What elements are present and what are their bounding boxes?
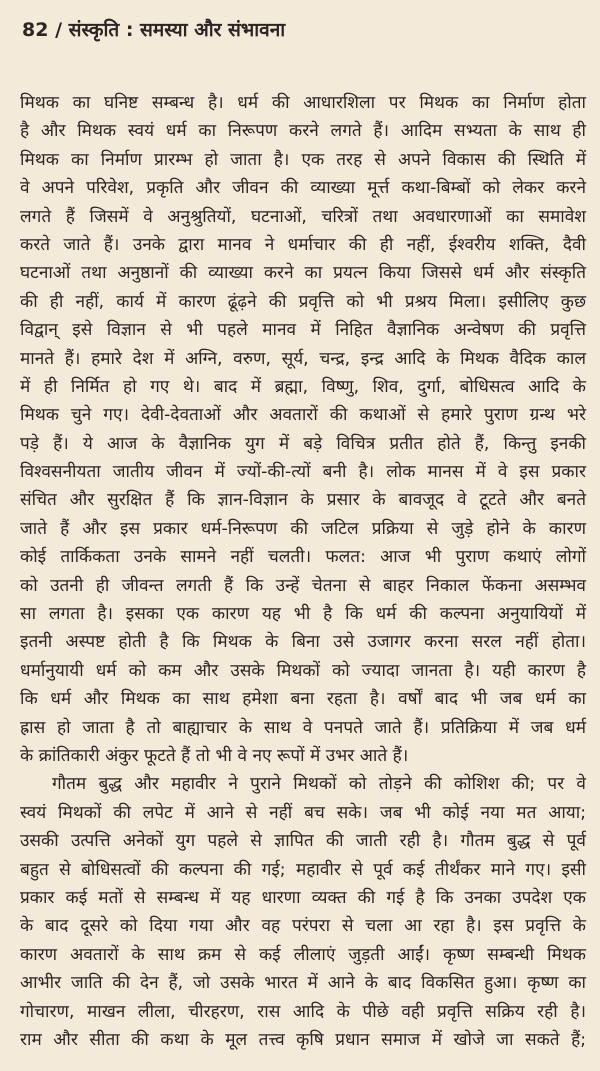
text-line: घटनाओं तथा अनुष्ठानों की व्याख्या करने का प्रयत्न किया जिससे धर्म और संस्कृति	[20, 263, 586, 284]
text-line: कि धर्म और मिथक का साथ हमेशा बना रहता है। वर्षों बाद भी जब धर्म का	[20, 689, 586, 710]
text-line: कारण अवतारों के साथ क्रम से कई लीलाएं जुड़ती आईं। कृष्ण सम्बन्धी मिथक	[20, 944, 586, 965]
text-line: के बाद दूसरे को दिया गया और वह परंपरा से चला आ रहा है। इस प्रवृत्ति के	[20, 916, 586, 937]
text-line: की ही नहीं, कार्य में कारण ढूंढ़ने की प्रवृत्ति को भी प्रश्रय मिला। इसीलिए कुछ	[20, 291, 586, 312]
paragraph	[20, 89, 586, 770]
text-line: ह्रास हो जाता है तो बाह्याचार के साथ वे पनपते जाते हैं। प्रतिक्रिया में जब धर्म	[20, 717, 586, 738]
page-body	[20, 89, 586, 1054]
text-line: लगते हैं जिसमें वे अनुश्रुतियों, घटनाओं, चरित्रों तथा अवधारणाओं का समावेश	[20, 206, 586, 227]
text-line: प्रकार कई मतों से सम्बन्ध में यह धारणा व्यक्त की गई है कि उनका उपदेश एक	[20, 887, 586, 908]
text-line: को उतनी ही जीवन्त लगती हैं कि उन्हें चेतना से बाहर निकाल फेंकना असम्भव	[20, 575, 586, 596]
text-line: मानते हैं। हमारे देश में अग्नि, वरुण, सूर्य, चन्द्र, इन्द्र आदि के मिथक वैदिक काल	[20, 348, 586, 369]
text-line: विद्वान् इसे विज्ञान से भी पहले मानव में निहित वैज्ञानिक अन्वेषण की प्रवृत्ति	[20, 320, 586, 341]
text-line: में ही निर्मित हो गए थे। बाद में ब्रह्मा, विष्णु, शिव, दुर्गा, बोधिसत्व आदि के	[20, 376, 586, 397]
text-line: मिथक चुने गए। देवी-देवताओं और अवतारों की कथाओं से हमारे पुराण ग्रन्थ भरे	[20, 405, 586, 426]
text-line: धर्मानुयायी धर्म को कम और उसके मिथकों को ज्यादा जानता है। यही कारण है	[20, 660, 586, 681]
text-line: उसकी उत्पत्ति अनेकों युग पहले से ज्ञापित की जाती रही है। गौतम बुद्ध से पूर्व	[20, 831, 586, 852]
page-number: 82	[22, 19, 49, 41]
text-line: मिथक का निर्माण प्रारम्भ हो जाता है। एक तरह से अपने विकास की स्थिति में	[20, 149, 586, 170]
text-line: वे अपने परिवेश, प्रकृति और जीवन की व्याख्या मूर्त्त कथा-बिम्बों को लेकर करने	[20, 178, 586, 199]
text-line: पड़े हैं। ये आज के वैज्ञानिक युग में बड़े विचित्र प्रतीत होते हैं, किन्तु इनकी	[20, 433, 586, 454]
text-line: कोई तार्किकता उनके सामने नहीं चलती। फलत: आज भी पुराण कथाएं लोगों	[20, 547, 586, 568]
text-line: करते जाते हैं। उनके द्वारा मानव ने धर्माचार की ही नहीं, ईश्वरीय शक्ति, दैवी	[20, 234, 586, 255]
text-line: गोचारण, माखन लीला, चीरहरण, रास आदि के पीछे वही प्रवृत्ति सक्रिय रही है।	[20, 1001, 586, 1022]
text-line: स्वयं मिथकों की लपेट में आने से नहीं बच सके। जब भी कोई नया मत आया;	[20, 802, 586, 823]
text-line: जाते हैं और इस प्रकार धर्म-निरूपण की जटिल प्रक्रिया से जुड़े होने के कारण	[20, 518, 586, 539]
text-line: आभीर जाति की देन हैं, जो उसके भारत में आने के बाद विकसित हुआ। कृष्ण का	[20, 973, 586, 994]
text-line: मिथक का घनिष्ट सम्बन्ध है। धर्म की आधारशिला पर मिथक का निर्माण होता	[20, 93, 586, 113]
text-line: है और मिथक स्वयं धर्म का निरूपण करने लगते हैं। आदिम सभ्यता के साथ ही	[20, 121, 586, 142]
text-line: संचित और सुरक्षित हैं कि ज्ञान-विज्ञान के प्रसार के बावजूद वे टूटते और बनते	[20, 490, 586, 511]
text-line: विश्वसनीयता जातीय जीवन में ज्यों-की-त्यों बनी है। लोक मानस में वे इस प्रकार	[20, 462, 586, 483]
text-line: इतनी अस्पष्ट होती है कि मिथक के बिना उसे उजागर करना सरल नहीं होता।	[20, 632, 586, 653]
header-separator: /	[55, 19, 63, 41]
book-title: संस्कृति : समस्या और संभावना	[68, 19, 286, 41]
text-line: बहुत से बोधिसत्वों की कल्पना की गई; महावीर से पूर्व कई तीर्थंकर माने गए। इसी	[20, 859, 586, 880]
paragraph	[20, 770, 586, 1054]
text-line: राम और सीता की कथा के मूल तत्त्व कृषि प्रधान समाज में खोजे जा सकते हैं;	[20, 1029, 586, 1050]
text-line: के क्रांतिकारी अंकुर फूटते हैं तो भी वे नए रूपों में उभर आते हैं।	[20, 745, 409, 766]
text-line: गौतम बुद्ध और महावीर ने पुराने मिथकों को तोड़ने की कोशिश की; पर वे	[52, 774, 586, 795]
text-line: सा लगता है। इसका एक कारण यह भी है कि धर्म की कल्पना अनुयायियों में	[20, 604, 586, 625]
running-header	[22, 16, 285, 42]
